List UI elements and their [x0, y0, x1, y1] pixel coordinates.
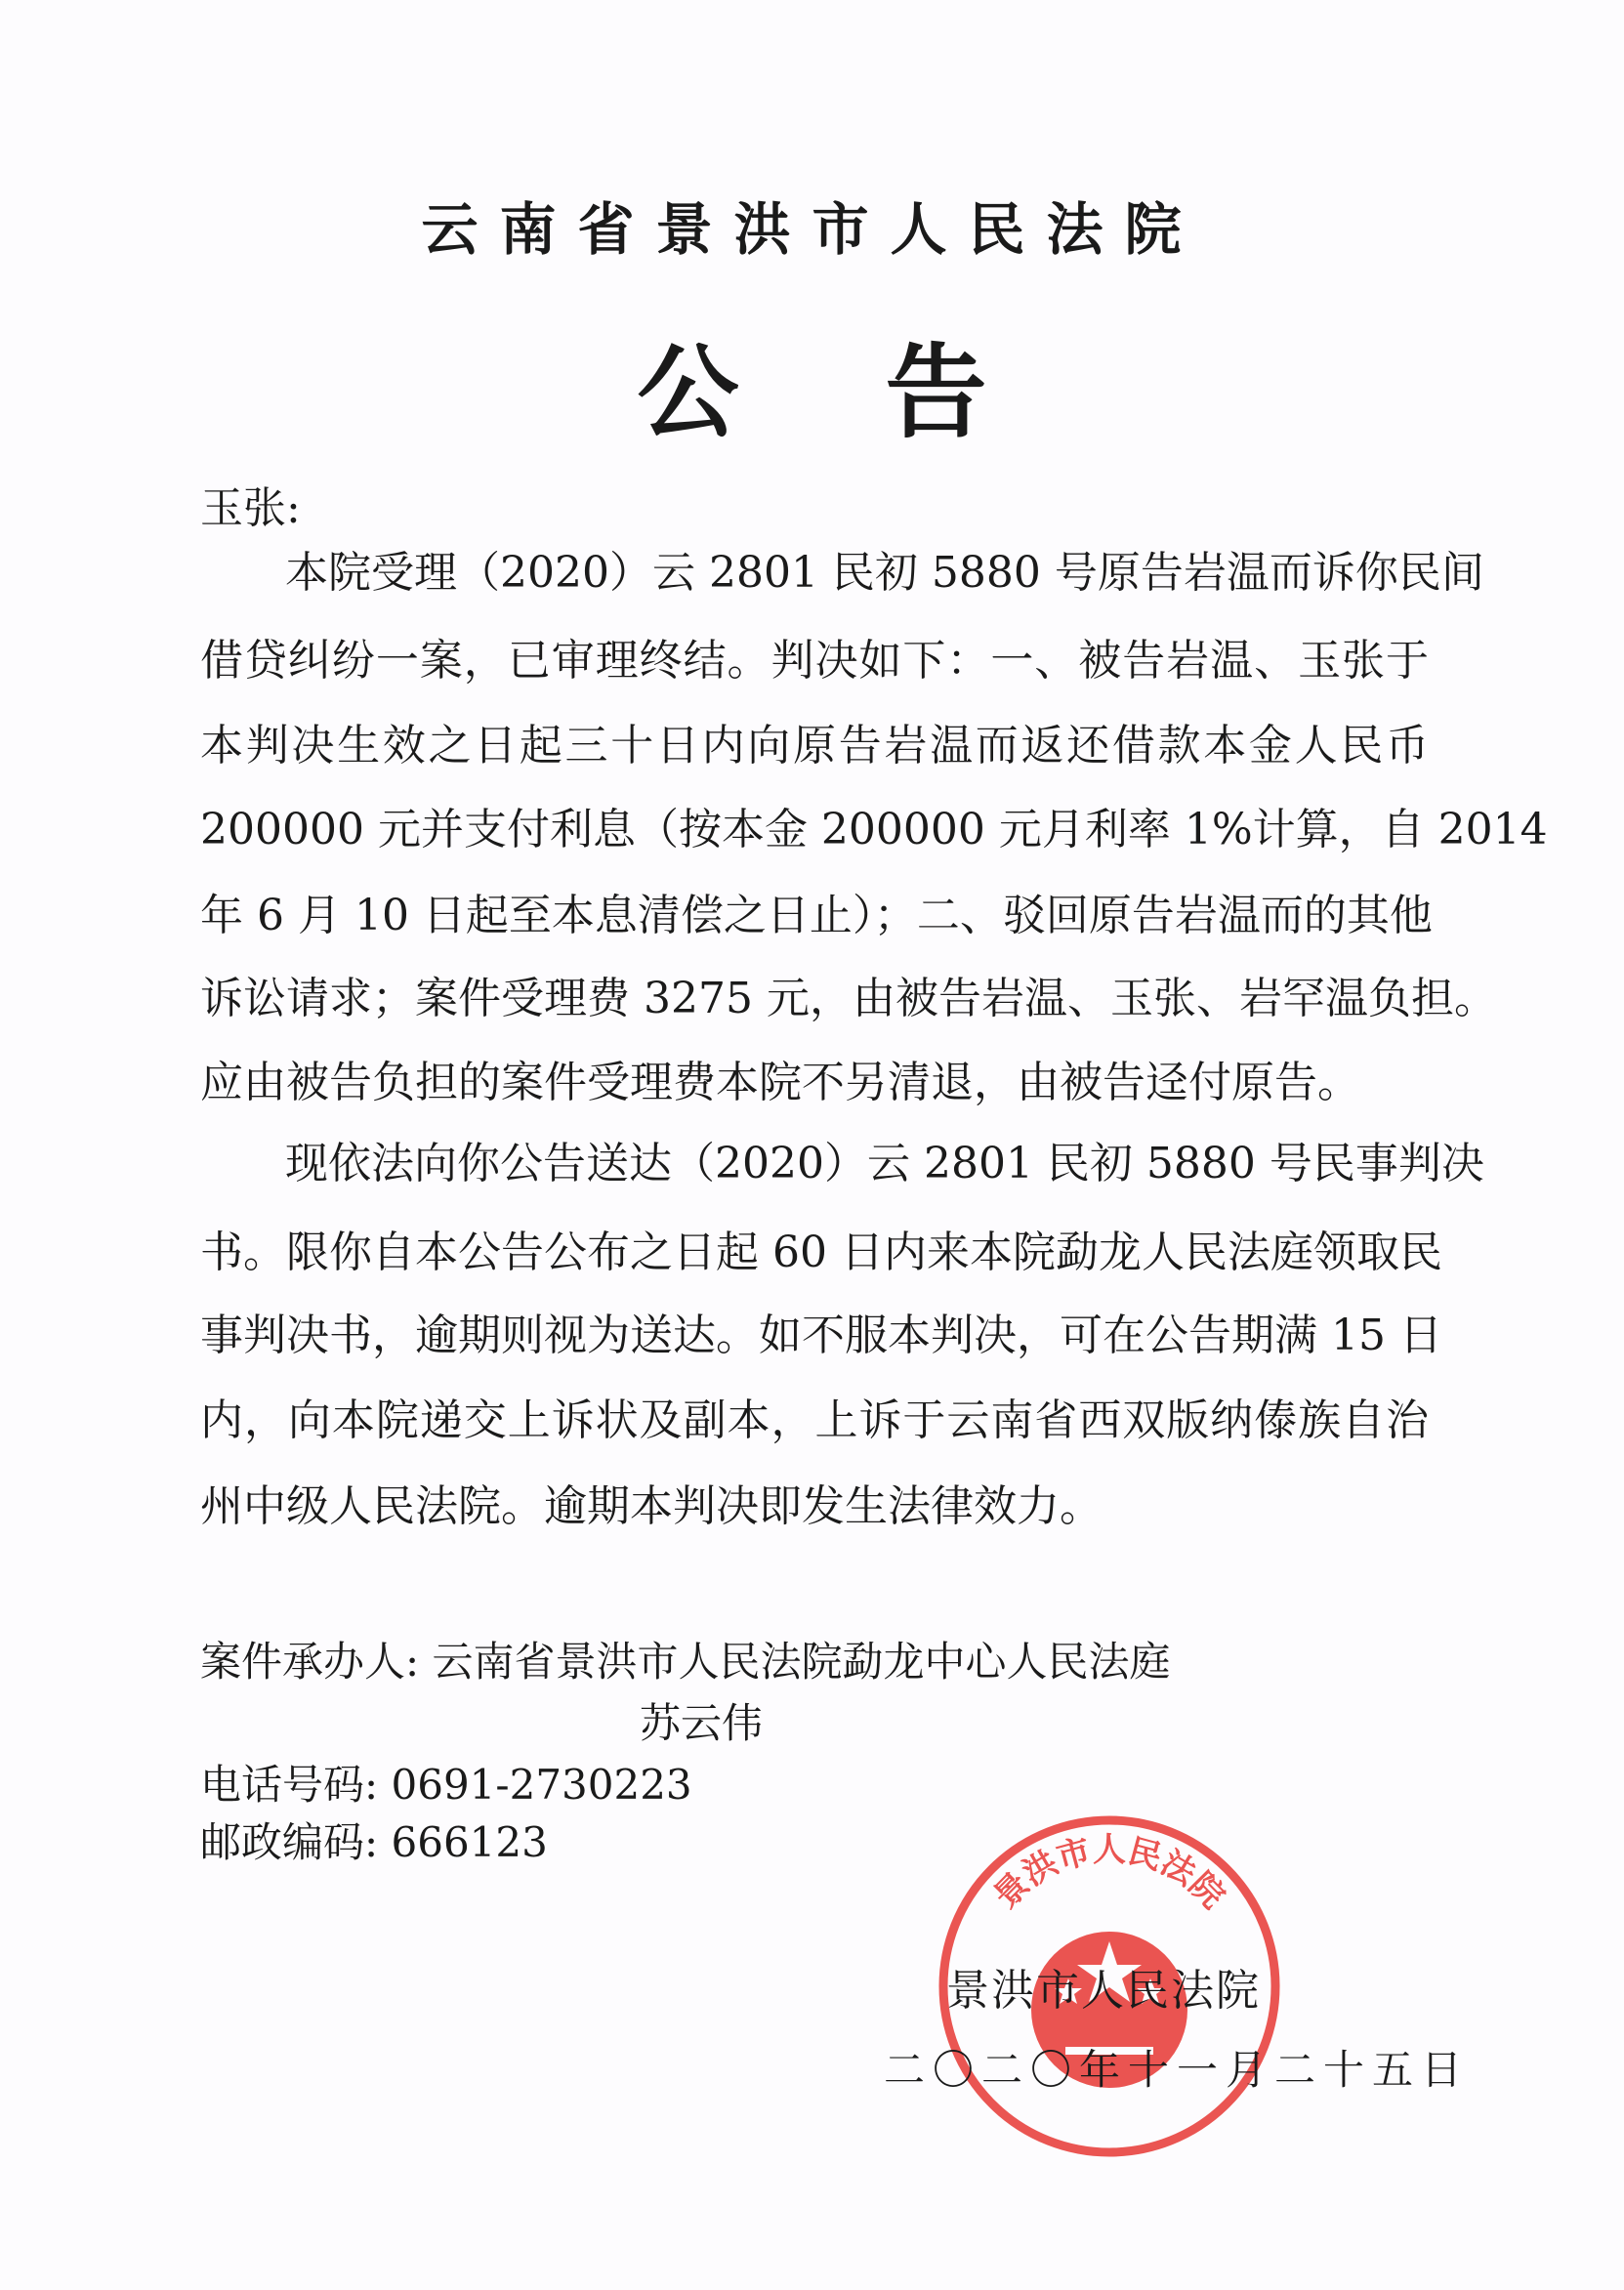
phone-row	[200, 1762, 692, 1809]
text-line: 200000 元并支付利息（按本金 200000 元月利率 1%计算，自 2014	[200, 805, 1548, 854]
court-name: 云南省景洪市人民法院	[421, 196, 1203, 263]
handler-name: 苏云伟	[640, 1699, 764, 1747]
postcode-label: 邮政编码:	[200, 1818, 379, 1866]
phone-number: 0691-2730223	[391, 1761, 692, 1809]
text-line: 事判决书，逾期则视为送达。如不服本判决，可在公告期满 15 日	[200, 1311, 1442, 1360]
signature-court: 景洪市人民法院	[946, 1966, 1261, 2016]
text-line: 年 6 月 10 日起至本息清偿之日止）；二、驳回原告岩温而的其他	[200, 891, 1433, 940]
text-line: 内，向本院递交上诉状及副本，上诉于云南省西双版纳傣族自治	[200, 1395, 1429, 1445]
stamp-text: 景洪市人民法院	[986, 1830, 1232, 1917]
signature-date: 二〇二〇年十一月二十五日	[884, 2046, 1471, 2094]
text-line: 应由被告负担的案件受理费本院不另清退，由被告迳付原告。	[200, 1058, 1360, 1107]
document-title: 公告	[637, 332, 1134, 452]
handler-unit: 云南省景洪市人民法院勐龙中心人民法庭	[432, 1638, 1171, 1686]
addressee: 玉张:	[200, 483, 301, 533]
postcode: 666123	[391, 1818, 548, 1866]
postcode-row	[200, 1819, 548, 1866]
text-line: 现依法向你公告送达（2020）云 2801 民初 5880 号民事判决	[285, 1139, 1484, 1188]
text-line: 本判决生效之日起三十日内向原告岩温而返还借款本金人民币	[200, 721, 1429, 770]
text-line: 州中级人民法院。逾期本判决即发生法律效力。	[200, 1481, 1103, 1531]
text-line: 本院受理（2020）云 2801 民初 5880 号原告岩温而诉你民间	[285, 548, 1484, 598]
phone-label: 电话号码:	[200, 1761, 379, 1809]
text-line: 借贷纠纷一案，已审理终结。判决如下：一、被告岩温、玉张于	[200, 636, 1429, 686]
handler-label: 案件承办人:	[200, 1638, 420, 1686]
text-line: 书。限你自本公告公布之日起 60 日内来本院勐龙人民法庭领取民	[200, 1228, 1442, 1277]
text-line: 诉讼请求；案件受理费 3275 元，由被告岩温、玉张、岩罕温负担。	[200, 974, 1497, 1023]
handler-row	[200, 1639, 1171, 1686]
